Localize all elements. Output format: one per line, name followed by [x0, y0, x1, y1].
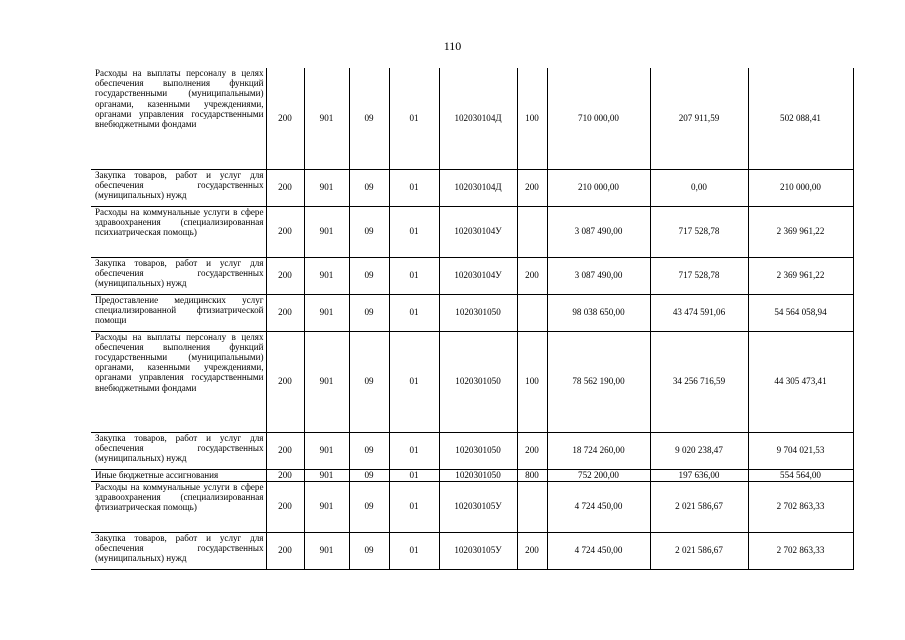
cell-v3: 54 564 058,94 [748, 294, 853, 331]
cell-c4: 01 [389, 294, 439, 331]
cell-v2: 0,00 [650, 169, 748, 206]
cell-v2: 207 911,59 [650, 68, 748, 169]
cell-c1: 200 [266, 169, 304, 206]
cell-c3: 09 [349, 481, 389, 532]
cell-code: 1020301050 [439, 432, 517, 469]
row-description: Расходы на коммунальные услуги в сфере здравоохранения (специализированная фтизиатрическая помощь) [91, 481, 266, 532]
cell-c4: 01 [389, 68, 439, 169]
row-description: Закупка товаров, работ и услуг для обеспечения государственных (муниципальных) нужд [91, 532, 266, 569]
cell-c1: 200 [266, 432, 304, 469]
cell-v1: 3 087 490,00 [547, 257, 650, 294]
cell-v1: 18 724 260,00 [547, 432, 650, 469]
budget-table [91, 68, 854, 570]
cell-c2: 901 [304, 481, 349, 532]
cell-v1: 4 724 450,00 [547, 532, 650, 569]
cell-c3: 09 [349, 331, 389, 432]
cell-v3: 502 088,41 [748, 68, 853, 169]
cell-c2: 901 [304, 257, 349, 294]
cell-code: 1020301050 [439, 331, 517, 432]
table-row [91, 481, 853, 532]
row-description: Закупка товаров, работ и услуг для обеспечения государственных (муниципальных) нужд [91, 432, 266, 469]
cell-type: 200 [517, 257, 547, 294]
table-row [91, 331, 853, 432]
cell-c3: 09 [349, 257, 389, 294]
cell-code: 102030104У [439, 257, 517, 294]
row-description: Закупка товаров, работ и услуг для обеспечения государственных (муниципальных) нужд [91, 169, 266, 206]
cell-c3: 09 [349, 532, 389, 569]
cell-v1: 3 087 490,00 [547, 206, 650, 257]
cell-c4: 01 [389, 331, 439, 432]
cell-c3: 09 [349, 169, 389, 206]
cell-c1: 200 [266, 469, 304, 481]
cell-code: 1020301050 [439, 469, 517, 481]
cell-c2: 901 [304, 68, 349, 169]
cell-c4: 01 [389, 532, 439, 569]
table-row [91, 68, 853, 169]
cell-type [517, 294, 547, 331]
cell-c4: 01 [389, 481, 439, 532]
cell-v3: 9 704 021,53 [748, 432, 853, 469]
table-row [91, 432, 853, 469]
cell-c2: 901 [304, 331, 349, 432]
page-number: 110 [443, 39, 462, 53]
cell-code: 102030104Д [439, 68, 517, 169]
table-row [91, 206, 853, 257]
cell-code: 1020301050 [439, 294, 517, 331]
cell-c3: 09 [349, 469, 389, 481]
cell-c3: 09 [349, 206, 389, 257]
cell-code: 102030105У [439, 481, 517, 532]
cell-v1: 210 000,00 [547, 169, 650, 206]
cell-v1: 98 038 650,00 [547, 294, 650, 331]
table-row [91, 469, 853, 481]
cell-v1: 78 562 190,00 [547, 331, 650, 432]
row-description: Расходы на выплаты персоналу в целях обеспечения выполнения функций государственными (муниципальными) органами, казенными учреждениями, органами управления государственными внебюджетными фондами [91, 331, 266, 432]
cell-type: 200 [517, 432, 547, 469]
cell-c1: 200 [266, 481, 304, 532]
table-row [91, 294, 853, 331]
cell-type [517, 481, 547, 532]
table-row [91, 532, 853, 569]
table-body [91, 68, 853, 569]
cell-c4: 01 [389, 169, 439, 206]
cell-v1: 4 724 450,00 [547, 481, 650, 532]
cell-c1: 200 [266, 257, 304, 294]
cell-type: 100 [517, 331, 547, 432]
cell-c1: 200 [266, 532, 304, 569]
cell-v3: 210 000,00 [748, 169, 853, 206]
cell-c4: 01 [389, 257, 439, 294]
cell-type: 200 [517, 532, 547, 569]
cell-c2: 901 [304, 432, 349, 469]
table-row [91, 257, 853, 294]
cell-code: 102030104У [439, 206, 517, 257]
row-description: Иные бюджетные ассигнования [91, 469, 266, 481]
cell-type: 200 [517, 169, 547, 206]
cell-c4: 01 [389, 432, 439, 469]
cell-c2: 901 [304, 169, 349, 206]
cell-c1: 200 [266, 68, 304, 169]
cell-v2: 717 528,78 [650, 257, 748, 294]
cell-c2: 901 [304, 532, 349, 569]
cell-v3: 44 305 473,41 [748, 331, 853, 432]
cell-v1: 752 200,00 [547, 469, 650, 481]
cell-c2: 901 [304, 469, 349, 481]
row-description: Расходы на коммунальные услуги в сфере здравоохранения (специализированная психиатрическая помощь) [91, 206, 266, 257]
table-row [91, 169, 853, 206]
cell-v3: 2 702 863,33 [748, 481, 853, 532]
cell-c4: 01 [389, 469, 439, 481]
cell-v2: 717 528,78 [650, 206, 748, 257]
cell-v2: 43 474 591,06 [650, 294, 748, 331]
cell-v2: 9 020 238,47 [650, 432, 748, 469]
cell-type [517, 206, 547, 257]
cell-c4: 01 [389, 206, 439, 257]
cell-code: 102030105У [439, 532, 517, 569]
cell-v2: 2 021 586,67 [650, 481, 748, 532]
cell-c1: 200 [266, 294, 304, 331]
cell-c3: 09 [349, 294, 389, 331]
cell-v2: 2 021 586,67 [650, 532, 748, 569]
cell-code: 102030104Д [439, 169, 517, 206]
cell-type: 100 [517, 68, 547, 169]
cell-v1: 710 000,00 [547, 68, 650, 169]
cell-v3: 2 369 961,22 [748, 206, 853, 257]
cell-c3: 09 [349, 68, 389, 169]
cell-c2: 901 [304, 206, 349, 257]
cell-v3: 2 702 863,33 [748, 532, 853, 569]
cell-c2: 901 [304, 294, 349, 331]
cell-v3: 554 564,00 [748, 469, 853, 481]
cell-v2: 197 636,00 [650, 469, 748, 481]
row-description: Закупка товаров, работ и услуг для обеспечения государственных (муниципальных) нужд [91, 257, 266, 294]
cell-v3: 2 369 961,22 [748, 257, 853, 294]
cell-c3: 09 [349, 432, 389, 469]
row-description: Предоставление медицинских услуг специализированной фтизиатрической помощи [91, 294, 266, 331]
cell-c1: 200 [266, 331, 304, 432]
row-description: Расходы на выплаты персоналу в целях обеспечения выполнения функций государственными (муниципальными) органами, казенными учреждениями, органами управления государственными внебюджетными фондами [91, 68, 266, 169]
cell-v2: 34 256 716,59 [650, 331, 748, 432]
cell-c1: 200 [266, 206, 304, 257]
cell-type: 800 [517, 469, 547, 481]
